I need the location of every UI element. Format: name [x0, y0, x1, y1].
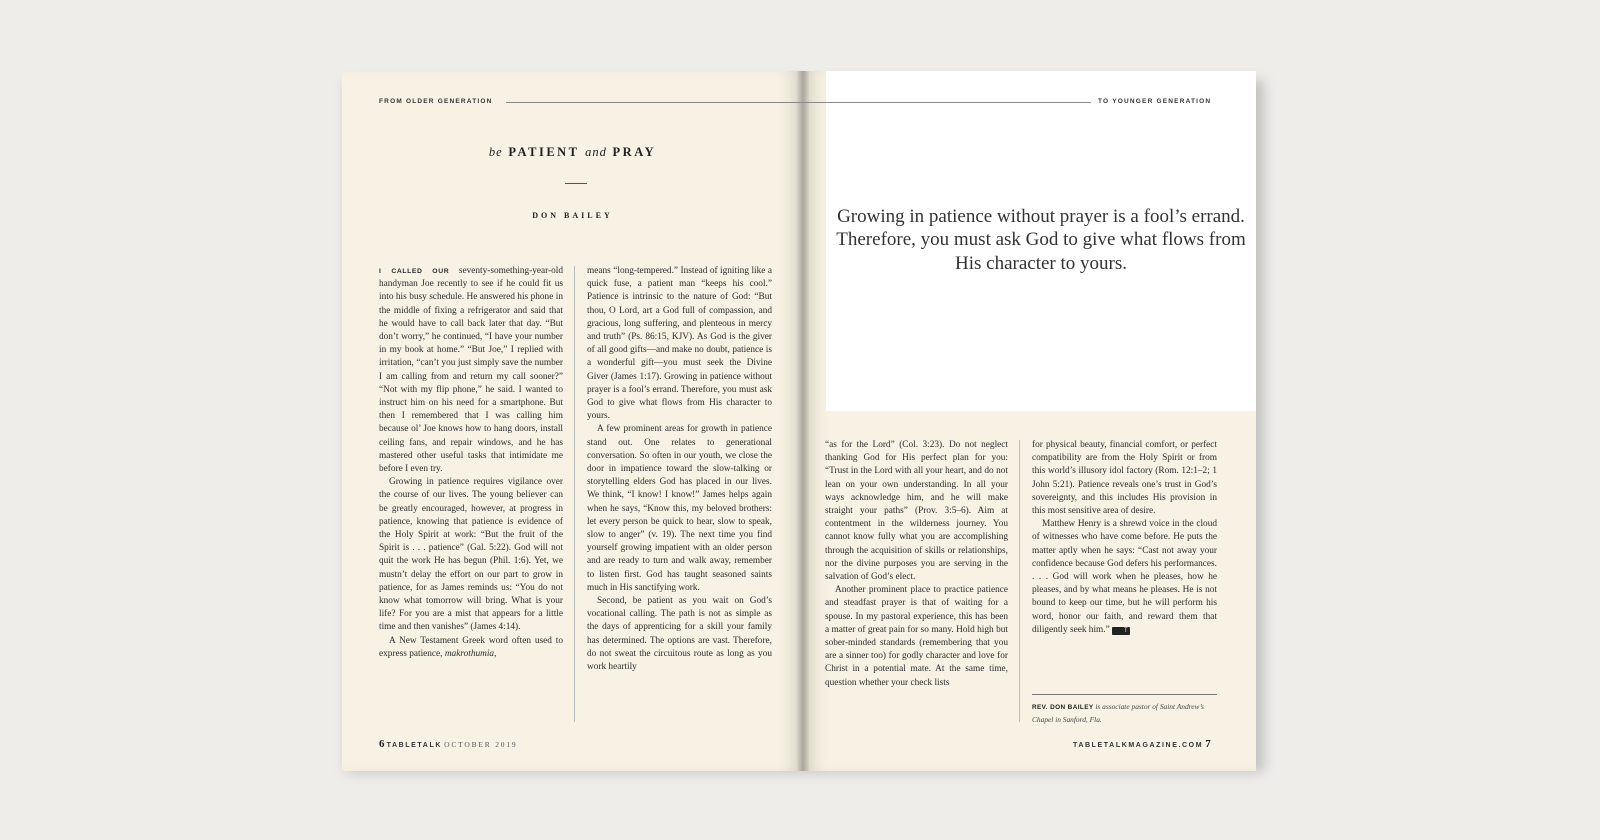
column-rule-2 [1019, 440, 1020, 722]
paragraph [825, 439, 1008, 584]
paragraph-text: Matthew Henry is a shrewd voice in the cloud of witnesses who have come before. He puts the matter aptly when he says: “Cast not away your confidence because God defers his performances. . . . God will work when he pleases, how he pleases, and by what means he pleases. He is not bound to keep our time, but he will perform his word, honor our faith, and reward them that diligently seek him.” [1032, 519, 1217, 635]
article-title [342, 145, 803, 160]
right-page-number: 7 [1205, 738, 1211, 750]
title-and: and [585, 145, 607, 159]
paragraph [379, 265, 563, 476]
column-rule-1 [574, 266, 575, 722]
left-brand: TABLETALK [386, 742, 442, 749]
paragraph-text: “as for the Lord” (Col. 3:23). Do not neglect thanking God for His perfect plan for you: “Trust in the Lord with all your heart, and do not lean on your own understanding. In all your ways acknowledge him, and he will make straight your paths” (Prov. 3:5–6). Aim at contentment in the wilderness journey. You cannot know fully what you are accomplishing through the acquisition of skills or relationships, nor the divine purposes you are serving in the salvation of God’s elect. [825, 440, 1008, 583]
bio-name: REV. DON BAILEY [1032, 704, 1094, 711]
title-be: be [488, 145, 503, 159]
paragraph-text: Another prominent place to practice patience and steadfast prayer is that of waiting for a spouse. In my pastoral experience, this has been a matter of great pain for so many. Hold high but sober-minded standards (remembering that you are a sinner too) for godly character and love for Christ in a potential mate. At the same time, question whether your check lists [825, 585, 1008, 688]
title-pray: PRAY [612, 145, 657, 159]
paragraph [1032, 518, 1217, 637]
paragraph [587, 265, 772, 423]
bio-rule [1032, 694, 1217, 695]
left-issue-date: OCTOBER 2019 [444, 740, 518, 749]
pull-quote: Growing in patience without prayer is a fool’s errand. Therefore, you must ask God to give what flows from His character to yours. [836, 206, 1246, 274]
body-column-3 [825, 439, 1008, 723]
body-column-2 [587, 265, 772, 723]
left-folio [379, 738, 517, 750]
title-patient: PATIENT [508, 145, 580, 159]
lead-in: I CALLED OUR [379, 268, 450, 275]
running-header-rule [506, 102, 1091, 103]
paragraph-text: means “long-tempered.” Instead of igniting like a quick fuse, a patient man “keeps his cool.” Patience is intrinsic to the nature of God: “But thou, O Lord, art a God full of compassion, and gracious, long suffering, and plenteous in mercy and truth” (Ps. 86:15, KJV). As God is the giver of all good gifts—and make no doubt, patience is a wonderful gift—you must seek the Divine Giver (James 1:17). Growing in patience without prayer is a fool’s errand. Therefore, you must ask God to give what flows from His character to yours. [587, 266, 772, 422]
running-header-left: FROM OLDER GENERATION [379, 98, 493, 105]
paragraph [587, 423, 772, 595]
title-divider [565, 183, 587, 184]
author-bio [1032, 701, 1217, 726]
paragraph-text: A New Testament Greek word often used to express patience, makrothumia, [379, 635, 563, 659]
running-header-right: TO YOUNGER GENERATION [1098, 98, 1212, 105]
paragraph [1032, 439, 1217, 518]
greek-term: makrothumia [444, 648, 495, 659]
right-folio [1073, 738, 1211, 750]
article-byline: DON BAILEY [532, 211, 613, 220]
spine-gutter [797, 71, 809, 771]
bio-text: is associate pastor of Saint Andrew’s Chapel in Sanford, Fla. [1032, 702, 1204, 724]
paragraph-text: Growing in patience requires vigilance over the course of our lives. The young believer can be greatly encouraged, however, at progress in patience, knowing that patience is evidence of the Holy Spirit at work: “But the fruit of the Spirit is . . . patience” (Gal. 5:22). God will not quit the work He has begun (Phil. 1:6). Yet, we mustn’t delay the effort on our part to grow in patience, for as James reminds us: “You do not know what tomorrow will bring. What is your life? For you are a mist that appears for a little time and then vanishes” (James 4:14). [379, 477, 563, 633]
end-mark-icon: T [1112, 627, 1130, 635]
paragraph-text: seventy-something-year-old handyman Joe recently to see if he could fit us into his busy schedule. He answered his phone in the middle of fixing a refrigerator and said that he would have to call back later that day. “But don’t worry,” he continued, “I have your number in my book at home.” “But Joe,” I replied with irritation, “can’t you just simply save the number I am calling from and return my call sooner?” “Not with my flip phone,” he said. I wanted to instruct him on his need for a smartphone. But then I remembered that I was calling him because ol’ Joe knows how to hang doors, install ceiling fans, and repair windows, and he has mastered other useful tasks that intimidate me before I even try. [379, 266, 563, 475]
paragraph [379, 476, 563, 634]
paragraph-text: A few prominent areas for growth in patience stand out. One relates to generational conversation. So often in our youth, we close the door in impatience toward the slow-talking or storytelling elders God has placed in our lives. We think, “I know! I know!” James helps again when he says, “Know this, my beloved brothers: let every person be quick to hear, slow to speak, slow to anger” (v. 19). The next time you find yourself growing impatient with an older person and are ready to turn and walk away, remember to listen first. God has taught seasoned saints much in His sanctifying work. [587, 424, 772, 593]
body-column-4 [1032, 439, 1217, 684]
paragraph-text: for physical beauty, financial comfort, or perfect compatibility are from the Holy Spirit or from this world’s illusory idol factory (Rom. 12:1–2; 1 John 5:21). Patience reveals one’s trust in God’s sovereignty, and this includes His provision in this most sensitive area of desire. [1032, 440, 1217, 517]
paragraph-text: Second, be patient as you wait on God’s vocational calling. The path is not as simple as the days of apprenticing for a skill your family has determined. The options are vast. Therefore, do not sweat the circuitous route as long as you work heartily [587, 596, 772, 673]
paragraph [379, 635, 563, 661]
paragraph [825, 584, 1008, 690]
right-site: TABLETALKMAGAZINE.COM [1073, 742, 1204, 749]
paragraph [587, 595, 772, 674]
left-page-number: 6 [379, 738, 385, 750]
body-column-1 [379, 265, 563, 723]
